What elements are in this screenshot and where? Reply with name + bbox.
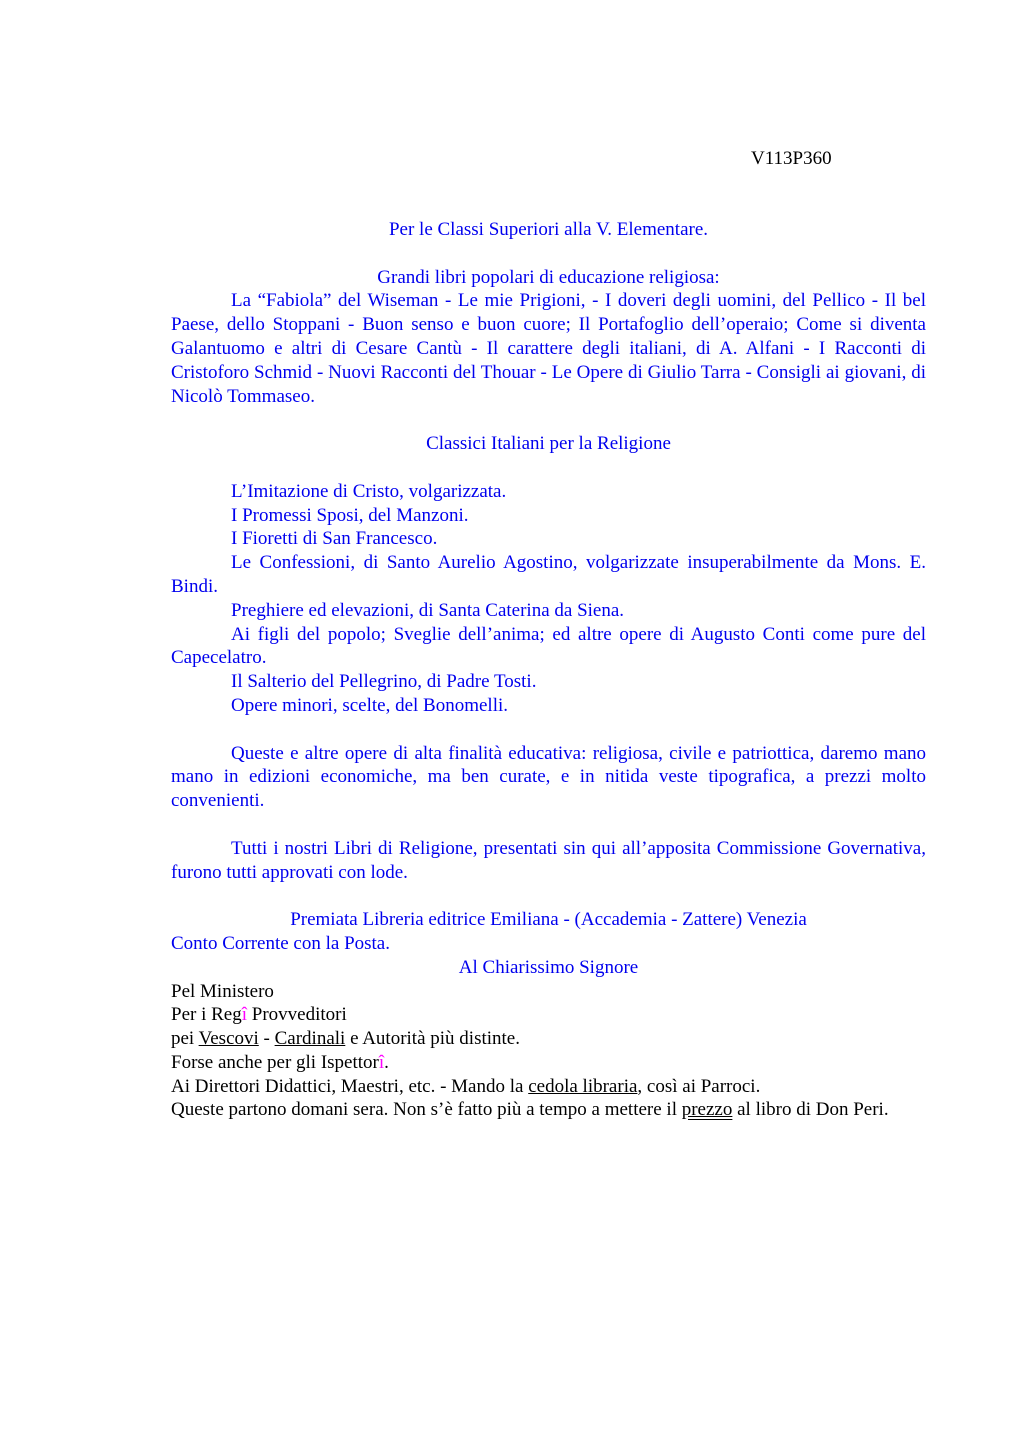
uncertain-mark: î [241, 1004, 247, 1026]
publisher-line: Premiata Libreria editrice Emiliana - (Accademia - Zattere) Venezia [290, 909, 807, 931]
classici-item: I Fioretti di San Francesco. [231, 528, 438, 550]
document-body [171, 218, 926, 1122]
handwritten-line-direttori: Ai Direttori Didattici, Maestri, etc. - Mando la cedola libraria, così ai Parroci. [171, 1075, 761, 1097]
paragraph-tutti: Tutti i nostri Libri di Religione, presentati sin qui all’apposita Commissione Governativa, furono tutti approvati con lode. [171, 837, 926, 883]
underlined-cardinali: Cardinali [274, 1028, 346, 1050]
classici-item: Le Confessioni, di Santo Aurelio Agostino, volgarizzate insuperabilmente da Mons. E. Bindi. [171, 552, 926, 597]
heading-classes: Per le Classi Superiori alla V. Elementare. [388, 219, 709, 240]
handwritten-line-partono: Queste partono domani sera. Non s’è fatto più a tempo a mettere il prezzo al libro di Don Peri. [171, 1099, 889, 1121]
handwritten-line-vescovi: pei Vescovi - Cardinali e Autorità più distinte. [171, 1028, 520, 1050]
underlined-cedola: cedola libraria [528, 1075, 638, 1097]
heading-classici: Classici Italiani per la Religione [426, 433, 671, 455]
classici-item: Ai figli del popolo; Sveglie dell’anima; ed altre opere di Augusto Conti come pure del Capecelatro. [171, 623, 926, 669]
classici-item: Il Salterio del Pellegrino, di Padre Tosti. [231, 671, 537, 693]
page-id: V113P360 [751, 148, 832, 169]
paragraph-queste: Queste e altre opere di alta finalità educativa: religiosa, civile e patriottica, daremo mano mano in edizioni economiche, ma ben curate, e in nitida veste tipografica, a prezzi molto convenienti. [171, 742, 926, 812]
classici-item: L’Imitazione di Cristo, volgarizzata. [231, 480, 507, 502]
addressee: Al Chiarissimo Signore [458, 956, 639, 978]
classici-item: Preghiere ed elevazioni, di Santa Caterina da Siena. [231, 599, 625, 621]
double-underlined-prezzo: prezzo [681, 1099, 733, 1121]
handwritten-line-ispettori: Forse anche per gli Ispettorî. [171, 1051, 389, 1073]
underlined-vescovi: Vescovi [198, 1028, 259, 1050]
conto-corrente: Conto Corrente con la Posta. [171, 932, 390, 954]
handwritten-line-provveditori: Per i Regî Provveditori [171, 1004, 347, 1026]
handwritten-line-ministero: Pel Ministero [171, 980, 274, 1002]
uncertain-mark: î [378, 1051, 385, 1073]
paragraph-grandi-libri: La “Fabiola” del Wiseman - Le mie Prigioni, - I doveri degli uomini, del Pellico - Il bel Paese, dello Stoppani - Buon senso e buon cuore; Il Portafoglio dell’operaio; Come si diventa Galantuomo e altri di Cesare Cantù - Il carattere degli italiani, di A. Alfani - I Racconti di Cristoforo Schmid - Nuovi Racconti del Thouar - Le Opere di Giulio Tarra - Consigli ai giovani, di Nicolò Tommaseo. [171, 290, 926, 407]
classici-item: I Promessi Sposi, del Manzoni. [231, 504, 469, 526]
heading-grandi-libri: Grandi libri popolari di educazione religiosa: [377, 266, 720, 288]
classici-item: Opere minori, scelte, del Bonomelli. [231, 694, 509, 716]
